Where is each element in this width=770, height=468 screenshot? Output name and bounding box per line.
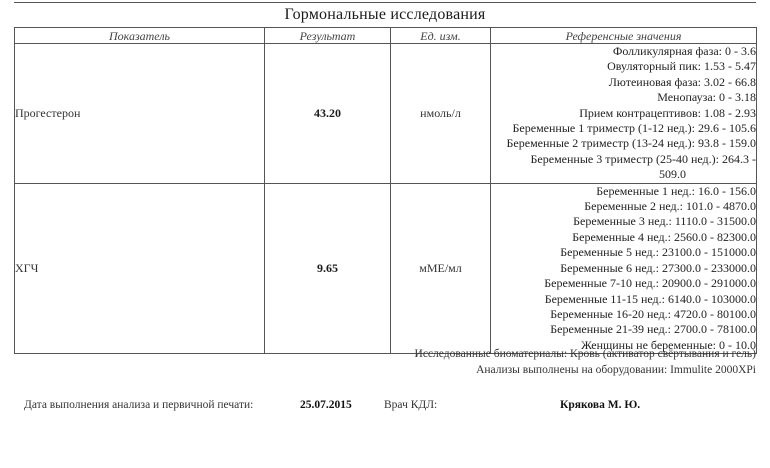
reference-line: Женщины не беременные: 0 - 10.0 [581,337,756,352]
row-indicator-name: Прогестерон [15,44,265,184]
row-result-value: 43.20 [265,44,391,184]
reference-line: Беременные 4 нед.: 2560.0 - 82300.0 [572,229,756,244]
header-result: Результат [265,28,391,44]
report-title: Гормональные исследования [284,6,486,23]
doctor-label: Врач КДЛ: [384,399,438,411]
reference-line: Беременные 11-15 нед.: 6140.0 - 103000.0 [544,291,756,306]
reference-line: Беременные 5 нед.: 23100.0 - 151000.0 [560,245,756,260]
reference-line: Беременные 3 триместр (25-40 нед.): 264.3 - [530,151,756,166]
row-reference-values [491,183,757,353]
results-table [14,27,757,354]
table-header-row [15,28,757,44]
reference-line: Овуляторный пик: 1.53 - 5.47 [607,59,756,74]
row-unit: нмоль/л [391,44,491,184]
row-unit: мМЕ/мл [391,183,491,353]
reference-line: Лютеиновая фаза: 3.02 - 66.8 [608,74,756,89]
reference-line: Беременные 16-20 нед.: 4720.0 - 80100.0 [550,306,756,321]
doctor-name: Крякова М. Ю. [560,399,641,411]
reference-line: Беременные 2 нед.: 101.0 - 4870.0 [584,199,756,214]
reference-line: Фолликулярная фаза: 0 - 3.6 [612,44,756,58]
reference-line: Беременные 1 нед.: 16.0 - 156.0 [596,183,756,198]
equipment-note: Анализы выполнены на оборудовании: Immulite 2000XPi [476,364,756,376]
table-row [15,183,757,353]
row-reference-values [491,44,757,184]
top-rule [14,2,756,3]
header-unit: Ед. изм. [391,28,491,44]
reference-line: Беременные 21-39 нед.: 2700.0 - 78100.0 [550,322,756,337]
reference-line: Беременные 1 триместр (1-12 нед.): 29.6 - 105.6 [512,121,756,136]
reference-line: Беременные 3 нед.: 1110.0 - 31500.0 [573,214,756,229]
analysis-date: 25.07.2015 [300,399,352,411]
reference-line: Беременные 7-10 нед.: 20900.0 - 291000.0 [544,276,756,291]
row-result-value: 9.65 [265,183,391,353]
reference-line: Беременные 6 нед.: 27300.0 - 233000.0 [560,260,756,275]
row-indicator-name: ХГЧ [15,183,265,353]
biomaterial-note: Исследованные биоматериалы: Кровь (активатор свёртывания и гель) [414,348,756,360]
reference-line: Прием контрацептивов: 1.08 - 2.93 [579,105,756,120]
header-indicator: Показатель [15,28,265,44]
table-row [15,44,757,184]
reference-line: 509.0 [659,167,686,182]
analysis-date-label: Дата выполнения анализа и первичной печати: [24,399,254,411]
header-reference: Референсные значения [491,28,757,44]
reference-line: Беременные 2 триместр (13-24 нед.): 93.8 - 159.0 [506,136,756,151]
reference-line: Менопауза: 0 - 3.18 [657,90,756,105]
